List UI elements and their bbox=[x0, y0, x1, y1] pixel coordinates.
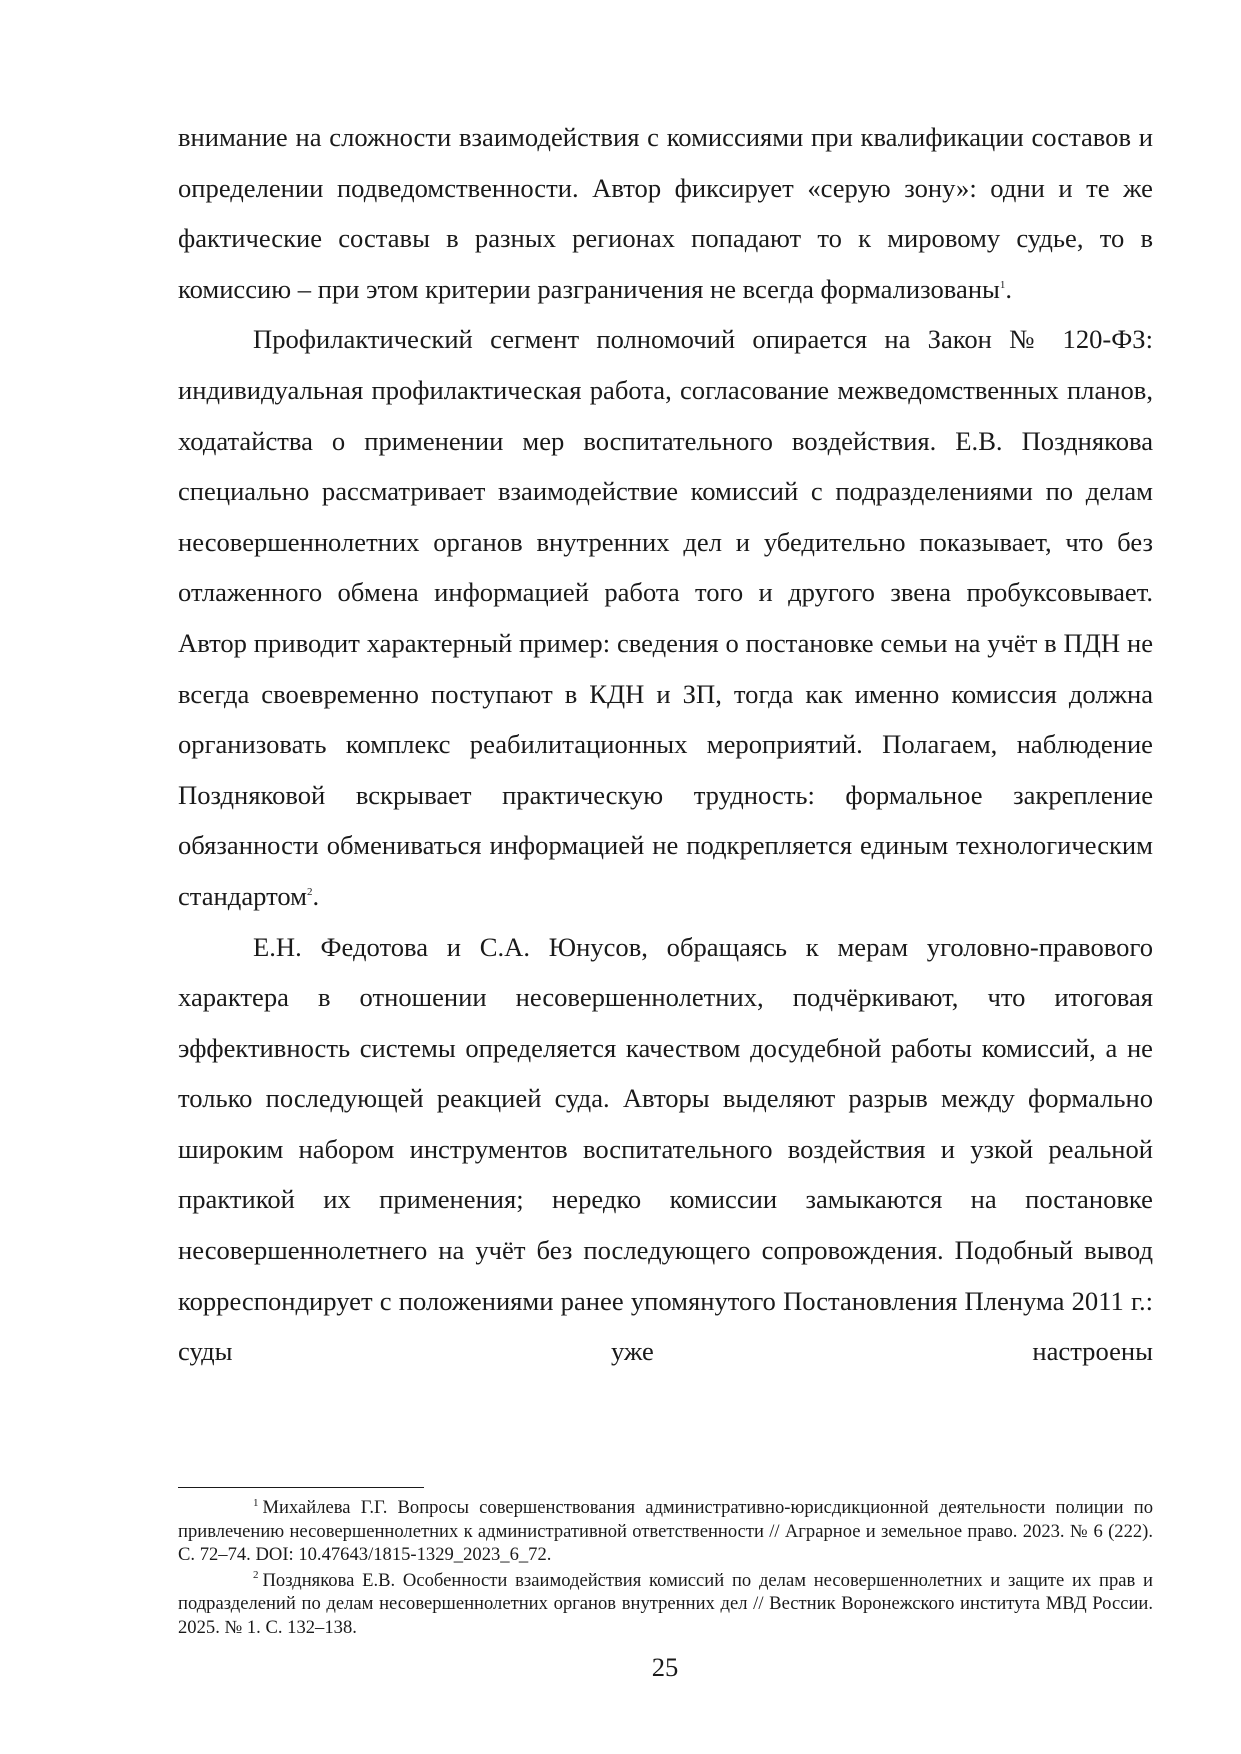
footnote bbox=[178, 1569, 1153, 1640]
footnote-separator bbox=[178, 1487, 424, 1488]
footnote-text: Позднякова Е.В. Особенности взаимодействия комиссий по делам несовершеннолетних и защите их прав и подразделений по делам несовершеннолетних органов внутренних дел // Вестник Воронежского института МВД России. 2025. № 1. С. 132–138. bbox=[178, 1569, 1153, 1638]
footnote-text: Михайлева Г.Г. Вопросы совершенствования административно-юрисдикционной деятельности полиции по привлечению несовершеннолетних к административной ответственности // Аграрное и земельное право. 2023. № 6 (222). С. 72–74. DOI: 10.47643/1815-1329_2023_6_72. bbox=[178, 1497, 1153, 1565]
paragraph-tail: . bbox=[1005, 273, 1013, 304]
paragraph bbox=[178, 922, 1153, 1377]
footnotes bbox=[178, 1496, 1153, 1641]
footnote-number: 1 bbox=[253, 1496, 259, 1509]
page-number: 25 bbox=[651, 1652, 679, 1682]
footnote-reference[interactable]: 1 bbox=[999, 278, 1006, 291]
footnote-number: 2 bbox=[253, 1569, 259, 1582]
footnote-reference[interactable]: 2 bbox=[306, 886, 313, 899]
paragraph-text: Е.Н. Федотова и С.А. Юнусов, обращаясь к мерам уголовно-правового характера в отношении несовершеннолетних, подчёркивают, что итоговая эффективность системы определяется качеством досудебной работы комиссий, а не только последующей реакцией суда. Авторы выделяют разрыв между формально широким набором инструментов воспитательного воздействия и узкой реальной практикой их применения; нередко комиссии замыкаются на постановке несовершеннолетнего на учёт без последующего сопровождения. Подобный вывод корреспондирует с положениями ранее упомянутого Постановления Пленума 2011 г.: суды уже настроены bbox=[178, 931, 1153, 1367]
paragraph-text: Профилактический сегмент полномочий опирается на Закон № 120-ФЗ: индивидуальная профилактическая работа, согласование межведомственных планов, ходатайства о применении мер воспитательного воздействия. Е.В. Позднякова специально рассматривает взаимодействие комиссий с подразделениями по делам несовершеннолетних органов внутренних дел и убедительно показывает, что без отлаженного обмена информацией работа того и другого звена пробуксовывает. Автор приводит характерный пример: сведения о постановке семьи на учёт в ПДН не всегда своевременно поступают в КДН и ЗП, тогда как именно комиссия должна организовать комплекс реабилитационных мероприятий. Полагаем, наблюдение Поздняковой вскрывает практическую трудность: формальное закрепление обязанности обмениваться информацией не подкрепляется единым технологическим стандартом bbox=[178, 324, 1153, 911]
page-body bbox=[178, 112, 1153, 1377]
paragraph-tail: . bbox=[312, 880, 320, 911]
paragraph-continued bbox=[178, 112, 1153, 314]
paragraph bbox=[178, 314, 1153, 921]
main-text bbox=[178, 112, 1153, 1377]
paragraph-text: внимание на сложности взаимодействия с комиссиями при квалификации составов и определении подведомственности. Автор фиксирует «серую зону»: одни и те же фактические составы в разных регионах попадают то к мировому судье, то в комиссию – при этом критерии разграничения не всегда формализованы bbox=[178, 122, 1153, 304]
footnote bbox=[178, 1496, 1153, 1567]
